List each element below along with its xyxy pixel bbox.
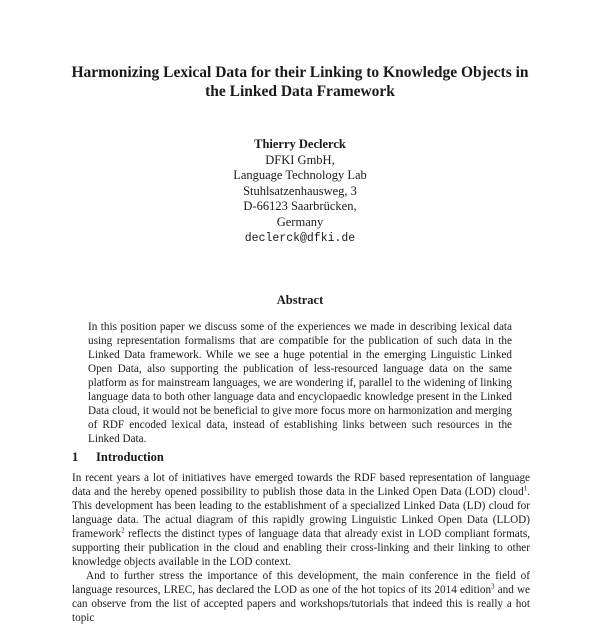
author-email: declerck@dfki.de bbox=[244, 231, 356, 245]
author-name: Thierry Declerck bbox=[254, 137, 346, 151]
introduction-body bbox=[72, 471, 530, 625]
paragraph-text: and we can observe from the list of accepted papers and workshops/tutorials that indeed this is really a hot topic bbox=[72, 584, 530, 624]
author-affiliation: DFKI GmbH, bbox=[265, 152, 335, 167]
author-country: Germany bbox=[276, 214, 324, 229]
section-title: Introduction bbox=[96, 450, 164, 464]
author-department: Language Technology Lab bbox=[233, 168, 367, 183]
paragraph-text: And to further stress the importance of this development, the main conference in the field of language resources, LREC, has declared the LOD as one of the hot topics of its 2014 edition bbox=[72, 570, 530, 596]
author-street: Stuhlsatzenhausweg, 3 bbox=[243, 183, 357, 198]
footnote-marker-1[interactable]: 1 bbox=[523, 484, 528, 493]
footnote-marker-2[interactable]: 2 bbox=[121, 526, 125, 535]
paragraph-text: . This development has been leading to the establishment of a specialized Linked Data (LD) cloud for language data. The actual diagram of this rapidly growing Linguistic Linked Open Data (LLOD) framework bbox=[72, 486, 530, 540]
abstract-text: In this position paper we discuss some of the experiences we made in describing lexical data using representation formalisms that are compatible for the publication of such data in the Linked Data framework. While we see a huge potential in the emerging Linguistic Linked Open Data, also supporting the publication of less-resourced language data on the same platform as for mainstream languages, we are wondering if, parallel to the widening of linking language data to both other language data and encyclopaedic knowledge present in the Linked Data cloud, it would not be beneficial to give more focus more on harmonization and merging of RDF encoded lexical data, instead of establishing links between such resources in the Linked Data. bbox=[88, 321, 512, 445]
paragraph-text: reflects the distinct types of language data that already exist in LOD compliant formats, supporting their publication in the cloud and enabling their cross-linking and their linking to other knowledge objects available in the LOD context. bbox=[72, 528, 530, 568]
paragraph-text: In recent years a lot of initiatives have emerged towards the RDF based representation of language data and the hereby opened possibility to publish those data in the Linked Open Data (LOD) cloud bbox=[72, 472, 530, 498]
footnote-marker-3[interactable]: 3 bbox=[491, 582, 495, 591]
section-heading-introduction bbox=[72, 450, 164, 465]
paper-title: Harmonizing Lexical Data for their Linking to Knowledge Objects in the Linked Data Framework bbox=[71, 64, 529, 100]
author-city: D-66123 Saarbrücken, bbox=[243, 199, 357, 214]
introduction-paragraph-2 bbox=[72, 569, 530, 625]
introduction-paragraph-1 bbox=[72, 471, 530, 569]
abstract-heading: Abstract bbox=[276, 293, 324, 307]
author-block bbox=[150, 137, 450, 246]
section-number: 1 bbox=[72, 450, 79, 464]
